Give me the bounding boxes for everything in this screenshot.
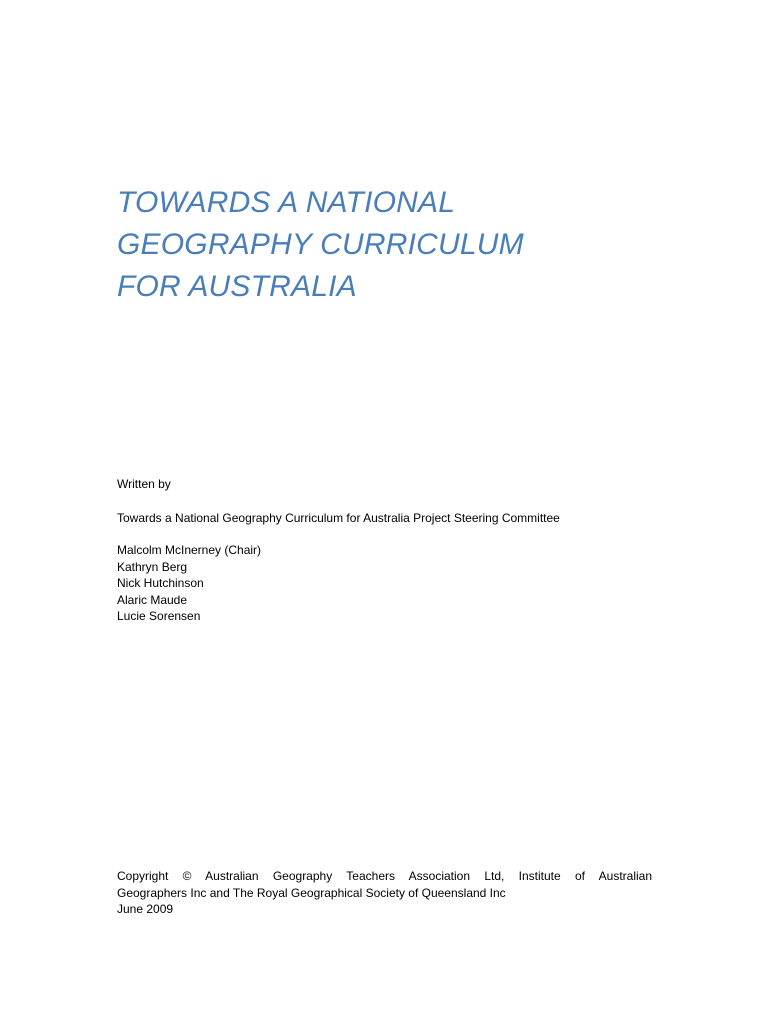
- committee-members: [117, 542, 261, 625]
- copyright-line-2: Geographers Inc and The Royal Geographical Society of Queensland Inc: [117, 885, 506, 900]
- document-title: [117, 182, 524, 308]
- copyright-line-1: Copyright © Australian Geography Teachers Association Ltd, Institute of Australian: [117, 869, 652, 883]
- member-name: Lucie Sorensen: [117, 609, 201, 623]
- copyright-notice: [117, 868, 652, 918]
- member-name: Kathryn Berg: [117, 559, 188, 574]
- committee-name: Towards a National Geography Curriculum for Australia Project Steering Committee: [117, 511, 560, 525]
- publication-date: June 2009: [117, 902, 174, 916]
- member-name: Nick Hutchinson: [117, 576, 204, 590]
- written-by-label: Written by: [117, 477, 171, 491]
- title-line-3: FOR AUSTRALIA: [117, 270, 357, 303]
- title-line-1: TOWARDS A NATIONAL: [117, 186, 456, 219]
- member-name: Malcolm McInerney (Chair): [117, 543, 262, 557]
- title-line-2: GEOGRAPHY CURRICULUM: [117, 228, 524, 261]
- member-name: Alaric Maude: [117, 592, 188, 607]
